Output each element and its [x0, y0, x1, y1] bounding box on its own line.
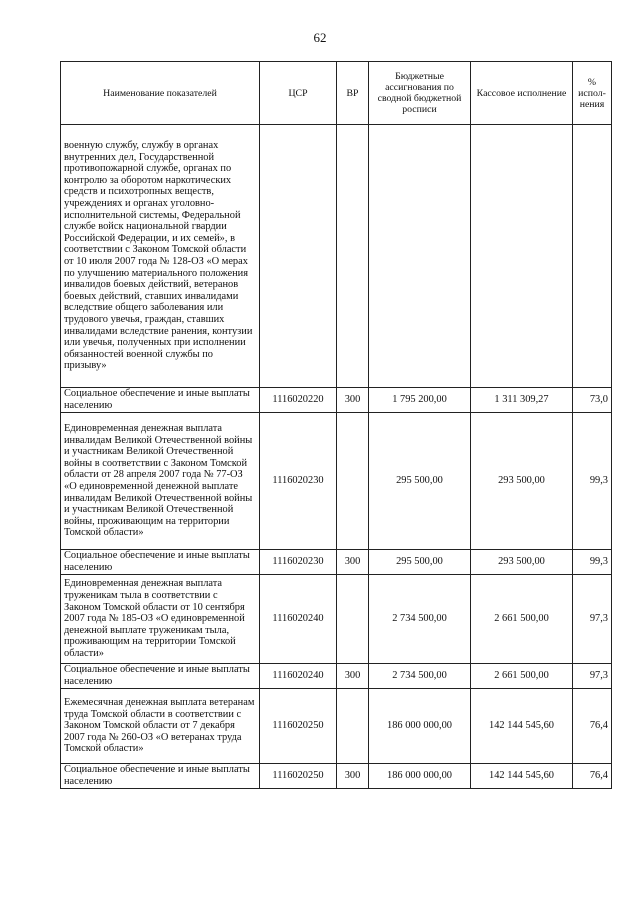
header-cash: Кассовое исполнение: [471, 62, 573, 125]
cell-budget: 2 734 500,00: [369, 664, 471, 689]
header-csr: ЦСР: [260, 62, 337, 125]
cell-cash: 2 661 500,00: [471, 575, 573, 664]
cell-vr: 300: [337, 664, 369, 689]
table-row: [61, 125, 612, 388]
cell-csr: 1116020220: [260, 388, 337, 413]
cell-vr: 300: [337, 764, 369, 789]
table-row: [61, 575, 612, 664]
cell-csr: 1116020240: [260, 575, 337, 664]
cell-budget: 1 795 200,00: [369, 388, 471, 413]
cell-csr: [260, 125, 337, 388]
table-header-row: [61, 62, 612, 125]
cell-budget: [369, 125, 471, 388]
cell-pct: 73,0: [573, 388, 612, 413]
header-name: Наименование показателей: [61, 62, 260, 125]
header-budget: Бюджетные ассигнования по сводной бюджетной росписи: [369, 62, 471, 125]
page-number: 62: [313, 30, 327, 45]
cell-cash: 293 500,00: [471, 550, 573, 575]
cell-budget: 2 734 500,00: [369, 575, 471, 664]
cell-cash: [471, 125, 573, 388]
cell-cash: 2 661 500,00: [471, 664, 573, 689]
cell-name: Социальное обеспечение и иные выплаты населению: [61, 550, 260, 575]
cell-vr: 300: [337, 388, 369, 413]
header-pct: % испол-нения: [573, 62, 612, 125]
cell-name: Единовременная денежная выплата труженикам тыла в соответствии с Законом Томской области от 10 сентября 2007 года № 185-ОЗ «О единовременной денежной выплате труженикам тыла, проживающим на территории Томской области»: [61, 575, 260, 664]
cell-name: Социальное обеспечение и иные выплаты населению: [61, 664, 260, 689]
cell-name: военную службу, службу в органах внутренних дел, Государственной противопожарной службе, органах по контролю за оборотом наркотических средств и психотропных веществ, учреждениях и органах уголовно-исполнительной системы, Федеральной службе войск национальной гвардии Российской Федерации, и их семей», в соответствии с Законом Томской области от 10 июля 2007 года № 128-ОЗ «О мерах по улучшению материального положения инвалидов боевых действий, ветеранов боевых действий, ставших инвалидами вследствие общего заболевания или трудового увечья, граждан, ставших инвалидами вследствие ранения, контузии или увечья, полученных при исполнении обязанностей военной службы по призыву»: [61, 125, 260, 388]
cell-csr: 1116020250: [260, 689, 337, 764]
cell-pct: 97,3: [573, 575, 612, 664]
cell-vr: [337, 689, 369, 764]
cell-csr: 1116020240: [260, 664, 337, 689]
cell-pct: [573, 125, 612, 388]
cell-csr: 1116020230: [260, 550, 337, 575]
cell-vr: [337, 413, 369, 550]
cell-vr: 300: [337, 550, 369, 575]
cell-budget: 186 000 000,00: [369, 689, 471, 764]
cell-pct: 76,4: [573, 689, 612, 764]
cell-cash: 293 500,00: [471, 413, 573, 550]
cell-pct: 76,4: [573, 764, 612, 789]
cell-cash: 1 311 309,27: [471, 388, 573, 413]
table-row: [61, 664, 612, 689]
cell-vr: [337, 125, 369, 388]
cell-csr: 1116020230: [260, 413, 337, 550]
cell-budget: 186 000 000,00: [369, 764, 471, 789]
cell-cash: 142 144 545,60: [471, 764, 573, 789]
table-row: [61, 764, 612, 789]
cell-budget: 295 500,00: [369, 413, 471, 550]
cell-name: Социальное обеспечение и иные выплаты населению: [61, 388, 260, 413]
cell-name: Единовременная денежная выплата инвалидам Великой Отечественной войны и участникам Великой Отечественной войны в соответствии с Законом Томской области от 28 апреля 2007 года № 77-ОЗ «О единовременной денежной выплате инвалидам Великой Отечественной войны и участникам Великой Отечественной войны, проживающим на территории Томской области»: [61, 413, 260, 550]
cell-pct: 97,3: [573, 664, 612, 689]
table-row: [61, 388, 612, 413]
table-row: [61, 413, 612, 550]
cell-vr: [337, 575, 369, 664]
cell-csr: 1116020250: [260, 764, 337, 789]
cell-cash: 142 144 545,60: [471, 689, 573, 764]
cell-budget: 295 500,00: [369, 550, 471, 575]
table-row: [61, 550, 612, 575]
budget-execution-table: [60, 61, 612, 789]
cell-name: Ежемесячная денежная выплата ветеранам труда Томской области в соответствии с Законом Томской области от 7 декабря 2007 года № 260-ОЗ «О ветеранах труда Томской области»: [61, 689, 260, 764]
cell-name: Социальное обеспечение и иные выплаты населению: [61, 764, 260, 789]
table-row: [61, 689, 612, 764]
cell-pct: 99,3: [573, 413, 612, 550]
header-vr: ВР: [337, 62, 369, 125]
cell-pct: 99,3: [573, 550, 612, 575]
